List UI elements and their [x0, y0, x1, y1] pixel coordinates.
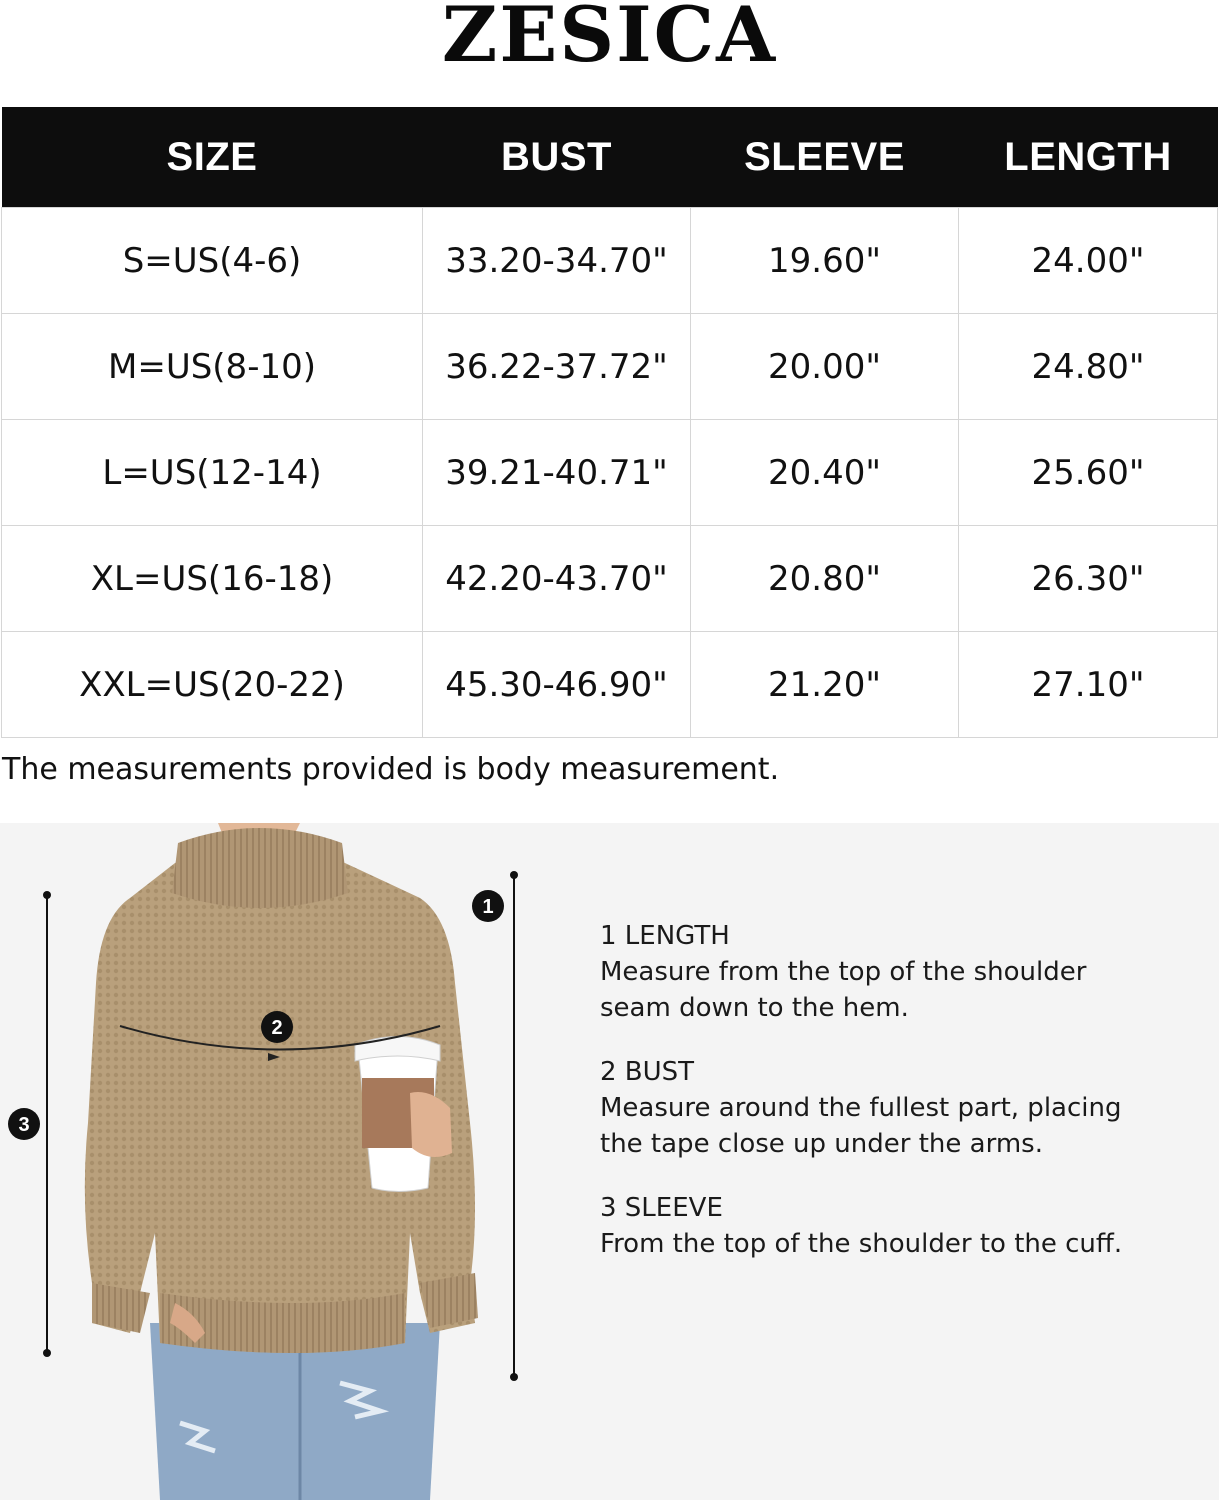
cell-bust: 36.22-37.72" — [423, 314, 691, 420]
sweater-illustration — [0, 823, 560, 1500]
table-row — [2, 632, 1218, 738]
cell-length: 26.30" — [959, 526, 1218, 632]
cell-sleeve: 21.20" — [691, 632, 959, 738]
cell-size: M=US(8-10) — [2, 314, 423, 420]
table-header-row — [2, 107, 1218, 208]
table-row — [2, 314, 1218, 420]
cell-size: XXL=US(20-22) — [2, 632, 423, 738]
instruction-desc: Measure from the top of the shoulder seam down to the hem. — [600, 957, 1087, 1023]
cell-bust: 45.30-46.90" — [423, 632, 691, 738]
cell-sleeve: 19.60" — [691, 208, 959, 314]
cell-bust: 42.20-43.70" — [423, 526, 691, 632]
cell-bust: 33.20-34.70" — [423, 208, 691, 314]
header-size: SIZE — [2, 107, 423, 208]
cell-size: S=US(4-6) — [2, 208, 423, 314]
cell-length: 25.60" — [959, 420, 1218, 526]
instruction-sleeve — [600, 1190, 1200, 1262]
cell-size: L=US(12-14) — [2, 420, 423, 526]
cell-sleeve: 20.00" — [691, 314, 959, 420]
cell-sleeve: 20.40" — [691, 420, 959, 526]
instruction-desc: Measure around the fullest part, placing the tape close up under the arms. — [600, 1093, 1122, 1159]
marker-3-text: 3 — [18, 1114, 30, 1136]
cell-bust: 39.21-40.71" — [423, 420, 691, 526]
instruction-desc: From the top of the shoulder to the cuff. — [600, 1229, 1123, 1259]
instruction-title: 2 BUST — [600, 1057, 695, 1087]
turtleneck — [172, 828, 348, 908]
header-sleeve: SLEEVE — [691, 107, 959, 208]
table-row — [2, 208, 1218, 314]
size-chart-table — [1, 107, 1218, 738]
cell-sleeve: 20.80" — [691, 526, 959, 632]
table-row — [2, 420, 1218, 526]
table-row — [2, 526, 1218, 632]
measurement-guide — [0, 823, 1219, 1500]
instruction-title: 3 SLEEVE — [600, 1193, 723, 1223]
cell-size: XL=US(16-18) — [2, 526, 423, 632]
header-length: LENGTH — [959, 107, 1218, 208]
marker-1-text: 1 — [482, 896, 494, 918]
header-bust: BUST — [423, 107, 691, 208]
instruction-bust — [600, 1054, 1160, 1162]
cell-length: 27.10" — [959, 632, 1218, 738]
instruction-length — [600, 918, 1110, 1026]
cell-length: 24.80" — [959, 314, 1218, 420]
measurement-note: The measurements provided is body measurement. — [2, 752, 780, 787]
cell-length: 24.00" — [959, 208, 1218, 314]
brand-logo: ZESICA — [441, 0, 778, 79]
instruction-title: 1 LENGTH — [600, 921, 730, 951]
marker-2-text: 2 — [271, 1017, 283, 1039]
